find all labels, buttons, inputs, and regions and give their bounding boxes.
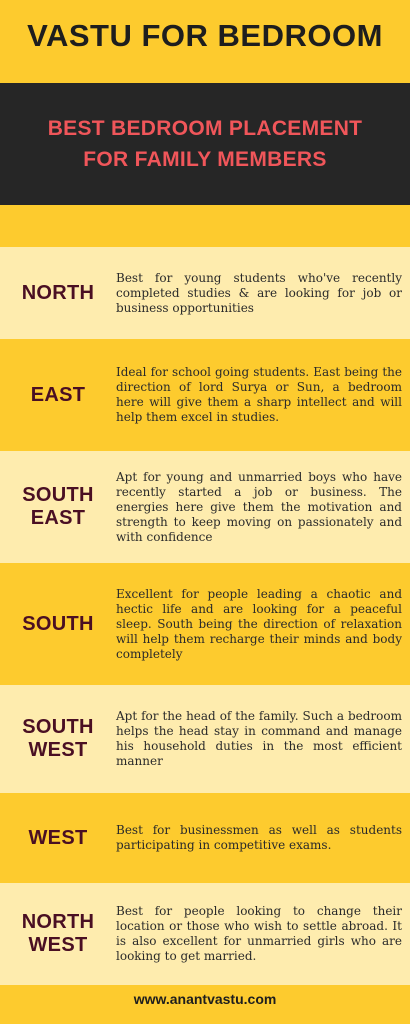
banner-line-1: BEST BEDROOM PLACEMENT [47, 117, 363, 140]
direction-row-south-west [0, 685, 410, 793]
direction-description: Apt for young and unmarried boys who have recently started a job or business. The energies here give them the motivation and strength to keep moving on passionately and with confidence [116, 469, 402, 544]
direction-description: Best for people looking to change their location or those who wish to settle abroad. It is also excellent for unmarried girls who are looking to get married. [116, 904, 402, 963]
direction-label: NORTH [21, 281, 95, 304]
direction-description: Best for businessmen as well as students participating in competitive exams. [116, 823, 402, 852]
direction-description: Ideal for school going students. East being the direction of lord Surya or Sun, a bedroom here will give them a sharp intellect and will help them excel in studies. [116, 365, 402, 424]
direction-label: EAST [30, 383, 86, 406]
direction-row-west [0, 793, 410, 883]
direction-label: WEST [28, 826, 88, 849]
direction-row-south [0, 563, 410, 685]
direction-description: Best for young students who've recently completed studies & are looking for job or business opportunities [116, 270, 402, 315]
direction-row-south-east [0, 451, 410, 563]
direction-label: SOUTH WEST [22, 716, 94, 761]
banner-line-2: FOR FAMILY MEMBERS [83, 148, 327, 171]
direction-label: NORTH WEST [21, 911, 95, 956]
direction-description: Apt for the head of the family. Such a bedroom helps the head stay in command and manage his household duties in the most efficient manner [116, 709, 402, 768]
page-title: VASTU FOR BEDROOM [27, 18, 383, 53]
direction-description: Excellent for people leading a chaotic and hectic life and are looking for a peaceful sleep. South being the direction of relaxation will help them recharge their minds and body completely [116, 586, 402, 661]
direction-row-east [0, 339, 410, 451]
direction-row-north-west [0, 883, 410, 985]
direction-row-north [0, 247, 410, 339]
subtitle-banner [0, 83, 410, 205]
footer-website: www.anantvastu.com [133, 991, 277, 1007]
direction-label: SOUTH EAST [22, 484, 94, 529]
direction-label: SOUTH [22, 612, 94, 635]
